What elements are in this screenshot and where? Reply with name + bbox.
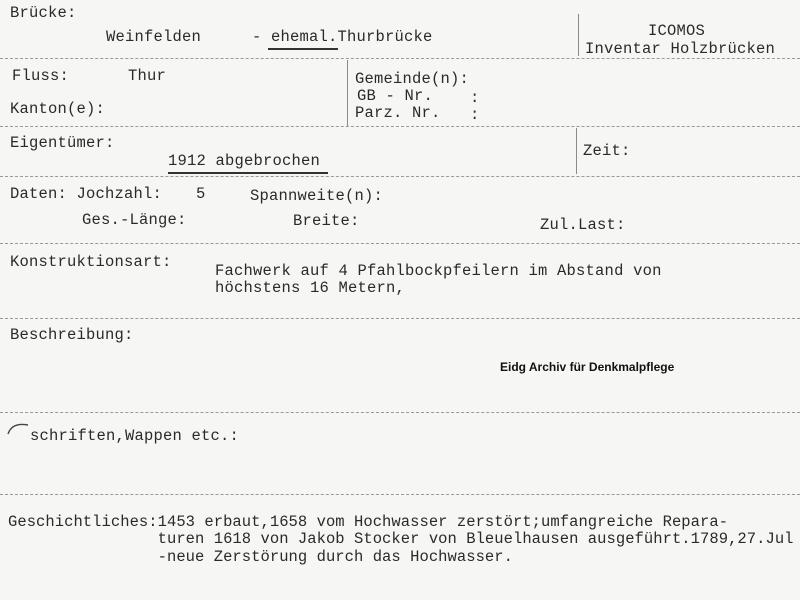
gb-colon: : bbox=[470, 89, 480, 107]
gemeinde-label: Gemeinde(n): bbox=[355, 70, 470, 88]
history-line3: -neue Zerstörung durch das Hochwasser. bbox=[8, 548, 513, 566]
bruecke-name-underlined: ehemal. bbox=[271, 28, 338, 46]
eigentuemer-value: 1912 abgebrochen bbox=[168, 152, 321, 170]
konstruktion-line1: Fachwerk auf 4 Pfahlbockpfeilern im Abstand von bbox=[215, 262, 662, 280]
zeit-label: Zeit: bbox=[583, 142, 631, 160]
underline bbox=[268, 48, 338, 50]
bruecke-label: Brücke: bbox=[10, 4, 77, 22]
location-divider bbox=[347, 60, 348, 126]
org-line2: Inventar Holzbrücken bbox=[585, 40, 776, 58]
spannweite-label: Spannweite(n): bbox=[250, 187, 384, 205]
org-line1: ICOMOS bbox=[648, 22, 706, 40]
fluss-value: Thur bbox=[128, 67, 167, 85]
bruecke-name bbox=[252, 28, 433, 46]
bruecke-name-rest: Thurbrücke bbox=[337, 28, 433, 46]
gb-label: GB - Nr. bbox=[357, 87, 434, 105]
divider bbox=[0, 176, 800, 177]
laenge-label: Ges.-Länge: bbox=[82, 211, 187, 229]
divider bbox=[0, 58, 800, 59]
underline bbox=[168, 172, 328, 174]
ort-value: Weinfelden bbox=[106, 28, 202, 46]
beschreibung-label: Beschreibung: bbox=[10, 326, 134, 344]
jochzahl-value: 5 bbox=[196, 185, 206, 203]
eigentuemer-label: Eigentümer: bbox=[10, 134, 115, 152]
parz-label: Parz. Nr. bbox=[355, 104, 441, 122]
header-divider bbox=[578, 14, 579, 56]
divider bbox=[0, 412, 800, 413]
daten-label: Daten: Jochzahl: bbox=[10, 185, 163, 203]
divider bbox=[0, 243, 800, 244]
divider bbox=[0, 126, 800, 127]
breite-label: Breite: bbox=[293, 212, 360, 230]
konstruktion-label: Konstruktionsart: bbox=[10, 253, 172, 271]
torn-corner-mark bbox=[6, 420, 32, 436]
bruecke-name-prefix: - bbox=[252, 28, 272, 46]
archive-stamp: Eidg Archiv für Denkmalpflege bbox=[500, 360, 675, 374]
owner-divider bbox=[576, 128, 577, 174]
parz-colon: : bbox=[470, 106, 480, 124]
history-line1: Geschichtliches:1453 erbaut,1658 vom Hochwasser zerstört;umfangreiche Repara- bbox=[8, 513, 729, 531]
history-line2: turen 1618 von Jakob Stocker von Bleuelhausen ausgeführt.1789,27.Jul bbox=[8, 530, 794, 548]
inschriften-label: schriften,Wappen etc.: bbox=[30, 427, 240, 445]
fluss-label: Fluss: bbox=[12, 67, 70, 85]
divider bbox=[0, 494, 800, 495]
zullast-label: Zul.Last: bbox=[540, 216, 626, 234]
divider bbox=[0, 318, 800, 319]
konstruktion-line2: höchstens 16 Metern, bbox=[215, 279, 406, 297]
kanton-label: Kanton(e): bbox=[10, 100, 106, 118]
